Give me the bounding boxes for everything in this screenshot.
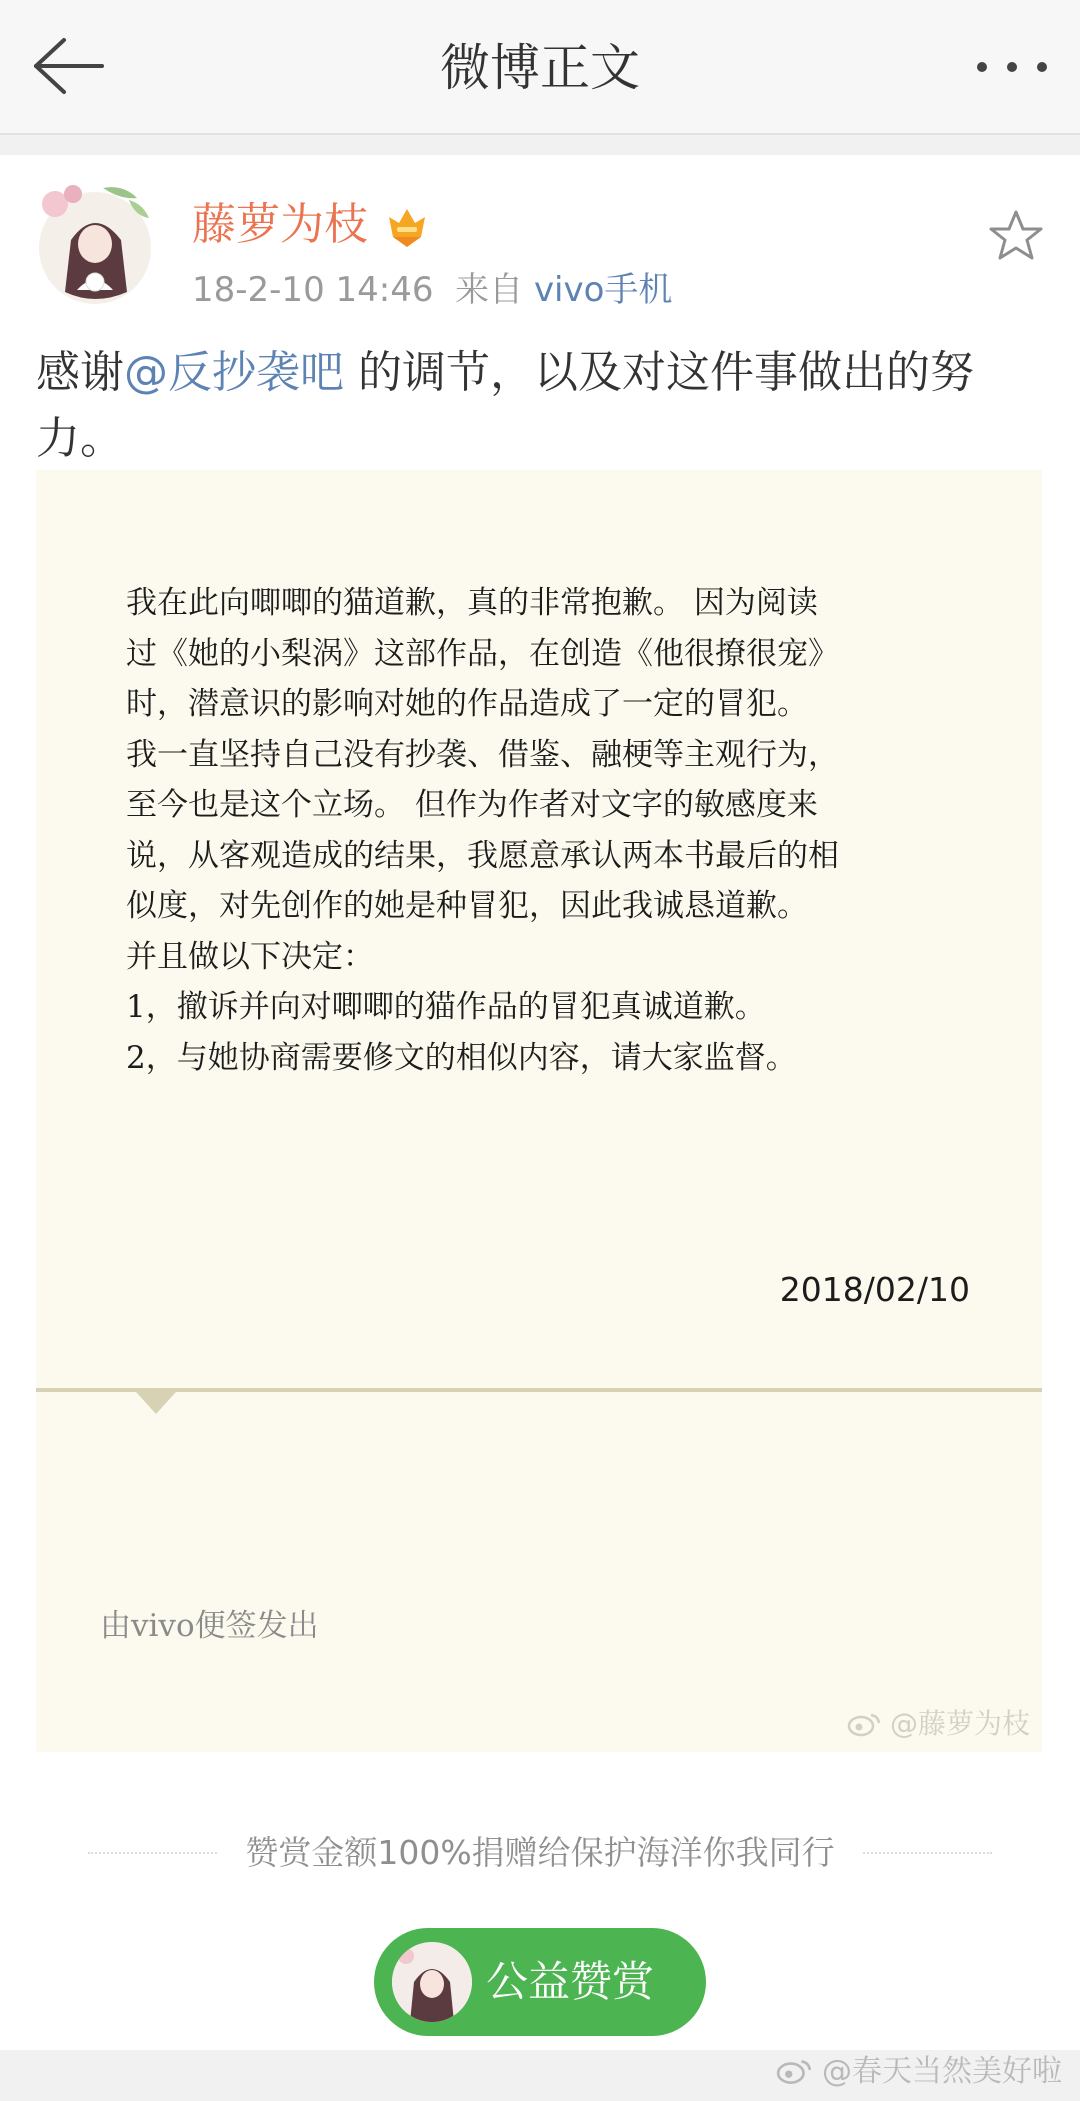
username[interactable]: 藤萝为枝 — [192, 199, 368, 250]
note-signature: 由vivo便签发出 — [100, 1608, 319, 1644]
note-divider — [36, 1388, 1042, 1392]
note-line: 2，与她协商需要修文的相似内容，请大家监督。 — [126, 1039, 797, 1076]
note-image[interactable] — [36, 470, 1042, 1752]
mention-link[interactable]: @反抄袭吧 — [124, 347, 344, 398]
footer-watermark-text: @春天当然美好啦 — [822, 2054, 1062, 2089]
footer-watermark — [776, 2046, 1062, 2090]
note-line: 过《她的小梨涡》这部作品，在创造《他很撩很宠》 — [126, 635, 839, 672]
page-title: 微博正文 — [440, 39, 640, 97]
weibo-logo-icon — [776, 2057, 812, 2085]
note-line: 1，撤诉并向对唧唧的猫作品的冒犯真诚道歉。 — [126, 989, 766, 1025]
reward-caption: 赞赏金额100%捐赠给保护海洋你我同行 — [217, 1832, 862, 1874]
reward-button-label: 公益赞赏 — [486, 1957, 655, 2006]
star-icon[interactable] — [988, 208, 1044, 264]
note-body — [126, 578, 1026, 1083]
post-text-before: 感谢 — [36, 347, 124, 398]
note-line: 并且做以下决定： — [126, 938, 374, 975]
source-prefix: 来自 — [455, 270, 524, 310]
image-watermark — [847, 1702, 1030, 1742]
reward-button[interactable] — [374, 1928, 706, 2036]
note-line: 我一直坚持自己没有抄袭、借鉴、融梗等主观行为， — [126, 736, 839, 773]
reward-avatar — [392, 1942, 472, 2022]
post-meta — [192, 268, 672, 312]
timestamp: 18-2-10 14:46 — [192, 270, 434, 310]
post-text — [36, 340, 1046, 472]
note-line: 似度，对先创作的她是种冒犯，因此我诚恳道歉。 — [126, 888, 808, 924]
note-line: 至今也是这个立场。 但作为作者对文字的敏感度来 — [126, 787, 818, 823]
section-gap — [0, 135, 1080, 155]
note-line: 时，潜意识的影响对她的作品造成了一定的冒犯。 — [126, 686, 808, 722]
post-text-after: 的调节，以及对这件事做出的努力。 — [36, 347, 974, 464]
vip-badge-icon — [383, 203, 431, 249]
note-line: 说，从客观造成的结果，我愿意承认两本书最后的相 — [126, 837, 839, 874]
top-nav-bar — [0, 0, 1080, 135]
divider-pointer-icon — [136, 1392, 176, 1414]
note-date: 2018/02/10 — [779, 1270, 970, 1309]
reward-caption-wrap — [0, 1832, 1080, 1874]
more-dots-icon[interactable] — [972, 50, 1052, 84]
weibo-logo-icon — [847, 1711, 881, 1737]
source-link[interactable]: vivo手机 — [533, 270, 673, 310]
note-line: 我在此向唧唧的猫道歉，真的非常抱歉。 因为阅读 — [126, 585, 818, 621]
user-avatar[interactable] — [33, 178, 153, 308]
image-watermark-text: @藤萝为枝 — [889, 1707, 1030, 1740]
